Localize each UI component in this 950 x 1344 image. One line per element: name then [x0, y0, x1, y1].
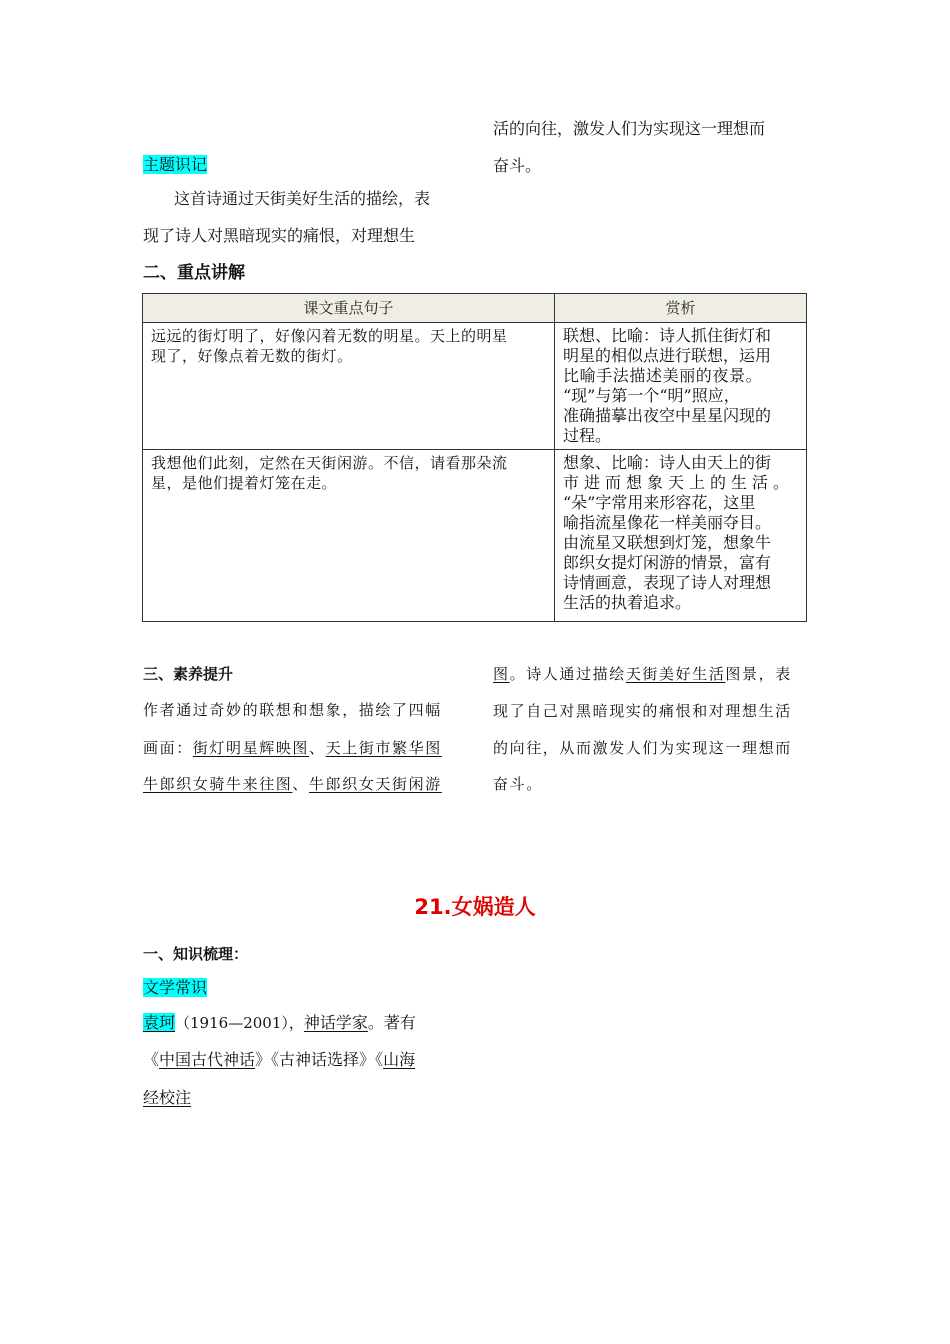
text-span: 、: [292, 775, 310, 793]
col-header-analysis: 赏析: [555, 294, 807, 323]
text-span: 。诗人通过描绘: [509, 665, 626, 683]
sentence-line: 星，是他们提着灯笼在走。: [151, 474, 338, 492]
knowledge-heading: 一、知识梳理：: [143, 945, 249, 963]
sentence-line: 现了，好像点着无数的街灯。: [151, 347, 353, 365]
picture-3: 牛郎织女骑牛来往图: [143, 775, 293, 793]
picture-2: 天上街市繁华图: [325, 739, 442, 757]
works-line-1: [143, 1050, 415, 1070]
table-header-row: [143, 294, 807, 323]
analysis-line: 市进而想象天上的生活。: [563, 473, 795, 492]
theme-line-1: 这首诗通过天街美好生活的描绘，表: [174, 189, 431, 208]
sentence-line: 我想他们此刻，定然在天街闲游。不信，请看那朵流: [151, 454, 508, 472]
sentence-cell: [143, 323, 555, 450]
section3-right-line-1: [493, 664, 792, 684]
analysis-cell: [555, 450, 807, 622]
literary-label: [143, 978, 207, 998]
sentence-line: 远远的街灯明了，好像闪着无数的明星。天上的明星: [151, 327, 508, 345]
book-1: 《中国古代神话》: [143, 1050, 272, 1069]
analysis-line: 比喻手法描述美丽的夜景。: [563, 366, 763, 385]
section3-right-line-2: 现了自己对黑暗现实的痛恨和对理想生活: [493, 702, 792, 720]
picture-4: 牛郎织女天街闲游: [309, 775, 442, 793]
section3-line-1: 作者通过奇妙的联想和想象，描绘了四幅: [143, 701, 442, 719]
section3-line-3: [143, 774, 442, 794]
theme-line-2: 现了诗人对黑暗现实的痛恨，对理想生: [143, 226, 416, 245]
analysis-line: 诗情画意，表现了诗人对理想: [563, 573, 772, 592]
analysis-line: “现”与第一个“明”照应，: [563, 386, 740, 405]
analysis-line: 准确描摹出夜空中星星闪现的: [563, 406, 772, 425]
section3-right-line-4: 奋斗。: [493, 775, 543, 793]
analysis-line: 明星的相似点进行联想，运用: [563, 346, 772, 365]
analysis-line: “朵”字常用来形容花，这里: [563, 493, 756, 512]
section2-heading: 二、重点讲解: [143, 263, 245, 283]
theme-label-text: 主题识记: [143, 155, 208, 174]
picture-4-end: 图: [493, 665, 510, 683]
analysis-line: 想象、比喻：诗人由天上的街: [563, 453, 772, 472]
text-span: 图景，表: [725, 665, 792, 683]
analysis-line: 喻指流星像花一样美丽夺目。: [563, 513, 772, 532]
continuation-line-2: 奋斗。: [493, 156, 542, 175]
continuation-line-1: 活的向往，激发人们为实现这一理想而: [493, 119, 766, 138]
author-line: [143, 1013, 416, 1033]
author-role: 神话学家: [303, 1013, 368, 1032]
author-name: 袁珂: [143, 1013, 176, 1032]
analysis-line: 联想、比喻：诗人抓住街灯和: [563, 326, 772, 345]
section3-right-line-3: 的向往，从而激发人们为实现这一理想而: [493, 739, 792, 757]
analysis-line: 由流星又联想到灯笼，想象牛: [563, 533, 772, 552]
literary-label-text: 文学常识: [143, 978, 208, 997]
tianjie-life: 天街美好生活: [625, 665, 726, 683]
sentence-cell: [143, 450, 555, 622]
book-2: 《古神话选择》: [271, 1050, 376, 1069]
analysis-line: 过程。: [563, 426, 612, 445]
col-header-sentence: 课文重点句子: [143, 294, 555, 323]
key-sentences-table: [142, 293, 807, 622]
analysis-line: 郎织女提灯闲游的情景，富有: [563, 553, 772, 572]
book-3-end: 经校注: [143, 1088, 192, 1107]
section3-heading: 三、素养提升: [143, 665, 234, 683]
theme-label: [143, 155, 207, 175]
lesson-title: 21.女娲造人: [414, 895, 536, 919]
text-span: 。著有: [367, 1013, 416, 1032]
analysis-cell: [555, 323, 807, 450]
book-1-title: 中国古代神话: [159, 1050, 256, 1069]
picture-1: 街灯明星辉映图: [192, 739, 310, 757]
analysis-line: 生活的执着追求。: [563, 593, 692, 612]
author-years: （1916—2001），: [175, 1014, 304, 1032]
section3-line-2: [143, 738, 442, 758]
works-line-2: [143, 1088, 191, 1108]
text-span: 画面：: [143, 739, 193, 757]
table-row: [143, 450, 807, 622]
text-span: 、: [309, 739, 326, 757]
table-row: [143, 323, 807, 450]
text-span: 《: [375, 1050, 384, 1069]
book-3-start: 山海: [383, 1050, 416, 1069]
